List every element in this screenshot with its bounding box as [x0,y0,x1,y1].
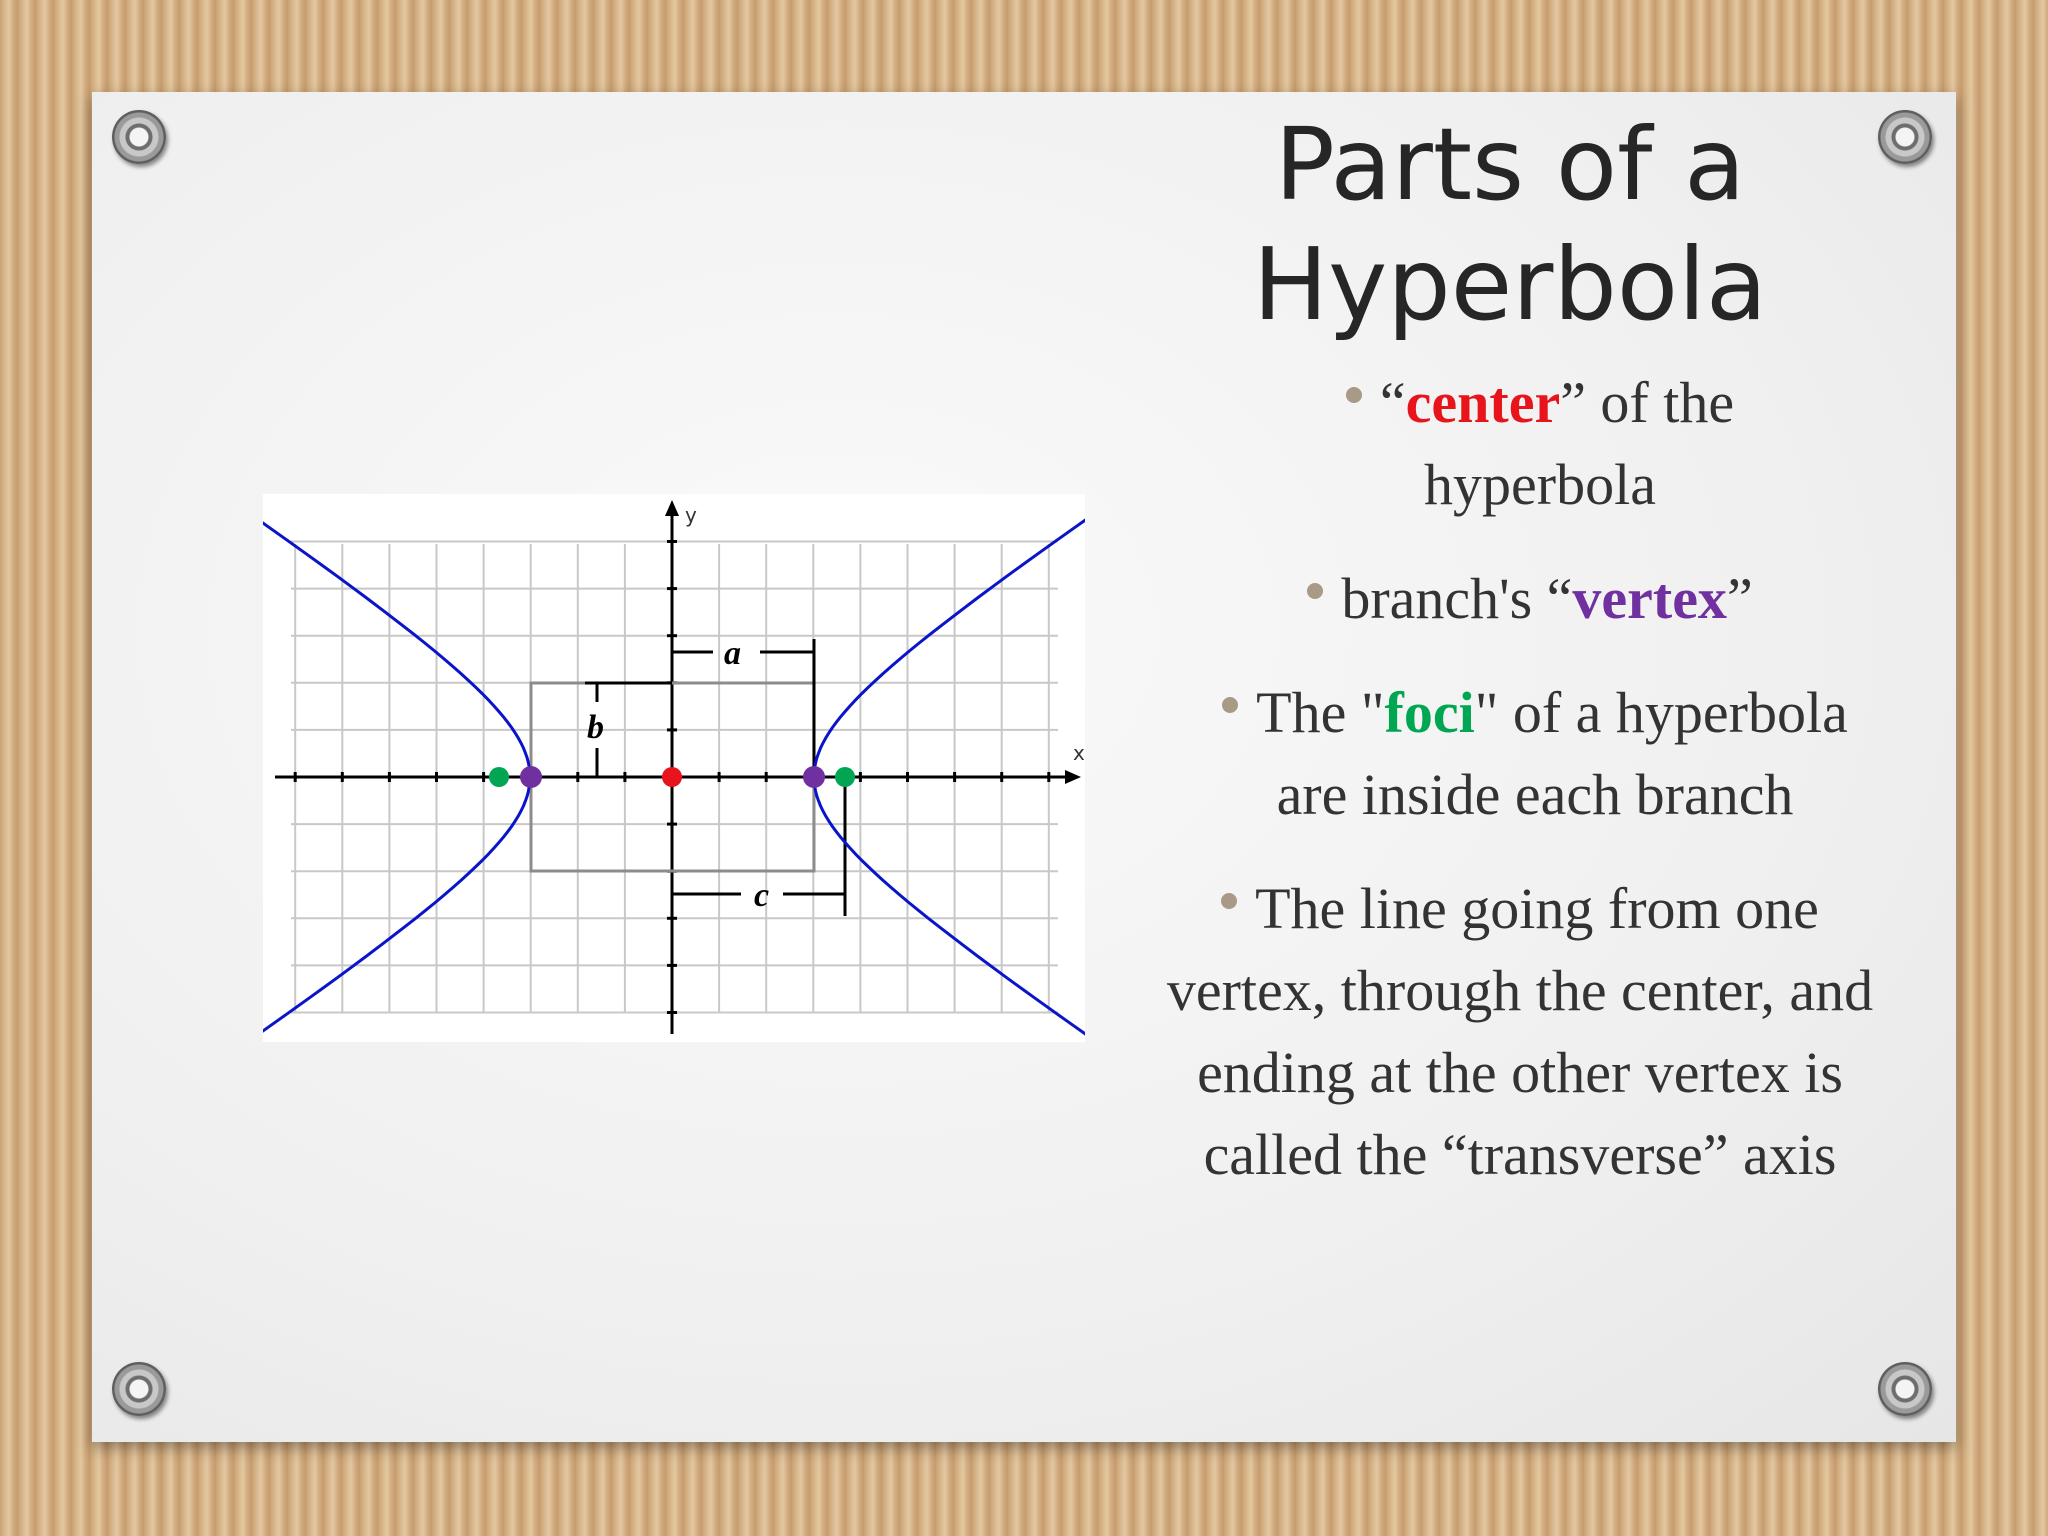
x-axis-arrow [1065,770,1081,784]
bullet-transverse [1150,868,1910,1196]
bullet-post: ” [1726,566,1753,631]
bullet-list [1150,362,1910,1228]
bullet-foci [1150,672,1910,836]
grommet-bottom-left-icon [112,1362,166,1416]
a-label: a [724,635,741,672]
focus-left-point [489,767,509,787]
y-axis-arrow [665,500,679,516]
highlight-center: center [1405,370,1561,435]
bullet-center [1150,362,1910,526]
highlight-vertex: vertex [1572,566,1727,631]
y-axis-label: y [685,503,697,527]
vertex-right-point [803,766,825,788]
title-line-1: Parts of a [1274,106,1746,223]
center-point [662,767,682,787]
bullet-text: The line going from one vertex, through the center, and ending at the other vertex is called the “transverse” axis [1166,876,1874,1187]
grommet-top-right-icon [1878,110,1932,164]
bullet-dot-icon [1346,387,1362,403]
slide-title [1180,105,1840,345]
grommet-bottom-right-icon [1878,1362,1932,1416]
bullet-post: " of a hyperbola are inside each branch [1276,680,1848,827]
bullet-dot-icon [1307,583,1323,599]
vertex-left-point [520,766,542,788]
b-label: b [587,709,604,746]
bullet-post: ” of the hyperbola [1424,370,1735,517]
hyperbola-diagram [263,494,1085,1042]
bullet-dot-icon [1222,697,1238,713]
bullet-dot-icon [1221,893,1237,909]
axes [275,500,1085,1034]
highlight-foci: foci [1384,680,1475,745]
hyperbola-svg [263,494,1085,1042]
a-dimension [672,635,814,777]
grommet-top-left-icon [112,110,166,164]
title-line-2: Hyperbola [1252,226,1768,343]
bullet-pre: branch's “ [1341,566,1573,631]
x-axis-label: x [1073,741,1085,765]
bullet-pre: The " [1256,680,1385,745]
bullet-vertex [1150,558,1910,640]
bullet-pre: “ [1379,370,1406,435]
c-label: c [754,877,770,914]
focus-right-point [835,767,855,787]
